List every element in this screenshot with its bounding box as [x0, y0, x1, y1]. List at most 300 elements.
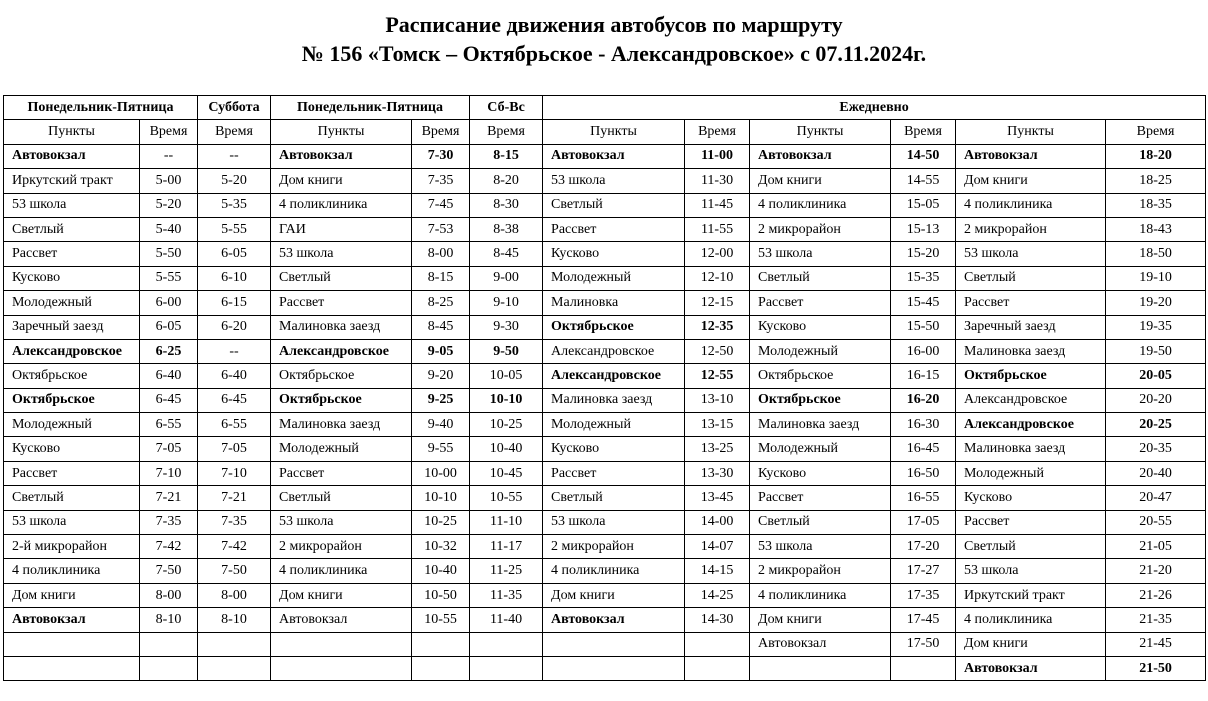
time-cell: 8-10 [198, 608, 271, 632]
stop-cell: Рассвет [543, 461, 685, 485]
time-cell: 14-50 [891, 144, 956, 168]
time-cell: 18-43 [1106, 217, 1206, 241]
stop-cell: Заречный заезд [4, 315, 140, 339]
table-row [4, 608, 1206, 632]
stop-cell: 53 школа [543, 169, 685, 193]
stop-cell: Рассвет [543, 217, 685, 241]
stop-cell: 4 поликлиника [750, 583, 891, 607]
time-cell: 21-50 [1106, 656, 1206, 680]
time-cell: 7-50 [198, 559, 271, 583]
time-cell: 15-20 [891, 242, 956, 266]
time-cell: 9-40 [412, 413, 470, 437]
time-cell: 7-35 [198, 510, 271, 534]
col-header: Пункты [956, 120, 1106, 144]
time-cell: 12-50 [685, 339, 750, 363]
time-cell: 7-53 [412, 217, 470, 241]
stop-cell: Дом книги [750, 169, 891, 193]
schedule-body [4, 96, 1206, 681]
time-cell: 20-35 [1106, 437, 1206, 461]
stop-cell: Малиновка заезд [750, 413, 891, 437]
stop-cell: Молодежный [271, 437, 412, 461]
time-cell: 11-25 [470, 559, 543, 583]
time-cell: 8-38 [470, 217, 543, 241]
stop-cell: Светлый [543, 193, 685, 217]
time-cell: 5-35 [198, 193, 271, 217]
time-cell: 11-17 [470, 535, 543, 559]
time-cell: 17-20 [891, 535, 956, 559]
time-cell: 10-55 [412, 608, 470, 632]
stop-cell: 4 поликлиника [271, 193, 412, 217]
time-cell: -- [198, 144, 271, 168]
time-cell: 7-05 [198, 437, 271, 461]
time-cell: 18-20 [1106, 144, 1206, 168]
time-cell: 20-47 [1106, 486, 1206, 510]
time-cell: 21-20 [1106, 559, 1206, 583]
stop-cell: Малиновка заезд [956, 437, 1106, 461]
time-cell: 5-55 [198, 217, 271, 241]
stop-cell [750, 656, 891, 680]
time-cell: 9-00 [470, 266, 543, 290]
col-header: Время [685, 120, 750, 144]
time-cell: 7-10 [198, 461, 271, 485]
stop-cell: Автовокзал [271, 144, 412, 168]
time-cell: 8-20 [470, 169, 543, 193]
col-header: Время [891, 120, 956, 144]
time-cell: 6-00 [140, 291, 198, 315]
time-cell: 8-45 [412, 315, 470, 339]
stop-cell: Рассвет [750, 291, 891, 315]
time-cell: 11-45 [685, 193, 750, 217]
stop-cell: 4 поликлиника [956, 608, 1106, 632]
time-cell: 9-25 [412, 388, 470, 412]
time-cell: 13-30 [685, 461, 750, 485]
time-cell: 21-05 [1106, 535, 1206, 559]
stop-cell: 4 поликлиника [750, 193, 891, 217]
group-daily: Ежедневно [543, 96, 1206, 120]
time-cell: 9-30 [470, 315, 543, 339]
table-row [4, 144, 1206, 168]
stop-cell: Малиновка [543, 291, 685, 315]
group-weekdays-1: Понедельник-Пятница [4, 96, 198, 120]
stop-cell: Автовокзал [4, 608, 140, 632]
stop-cell: Рассвет [271, 291, 412, 315]
time-cell: 7-05 [140, 437, 198, 461]
time-cell: 16-55 [891, 486, 956, 510]
stop-cell [271, 632, 412, 656]
stop-cell: Светлый [4, 217, 140, 241]
stop-cell: 2 микрорайон [750, 559, 891, 583]
stop-cell: Кусково [543, 242, 685, 266]
time-cell: 10-25 [470, 413, 543, 437]
column-header-row [4, 120, 1206, 144]
time-cell: 6-10 [198, 266, 271, 290]
time-cell: 11-55 [685, 217, 750, 241]
stop-cell: Рассвет [956, 510, 1106, 534]
time-cell: 21-45 [1106, 632, 1206, 656]
time-cell: 6-20 [198, 315, 271, 339]
time-cell: 5-50 [140, 242, 198, 266]
stop-cell: Дом книги [543, 583, 685, 607]
col-header: Время [140, 120, 198, 144]
time-cell: 17-05 [891, 510, 956, 534]
time-cell: 5-40 [140, 217, 198, 241]
table-row [4, 266, 1206, 290]
stop-cell: Александровское [956, 413, 1106, 437]
time-cell: 6-05 [198, 242, 271, 266]
table-row [4, 169, 1206, 193]
stop-cell: Октябрьское [543, 315, 685, 339]
time-cell: 21-26 [1106, 583, 1206, 607]
title-line-1: Расписание движения автобусов по маршруту [385, 12, 843, 37]
table-row [4, 535, 1206, 559]
time-cell: 10-00 [412, 461, 470, 485]
stop-cell: Малиновка заезд [271, 315, 412, 339]
title-line-2: № 156 «Томск – Октябрьское - Александровское» с 07.11.2024г. [301, 41, 927, 66]
stop-cell: 53 школа [4, 510, 140, 534]
time-cell: 8-00 [412, 242, 470, 266]
stop-cell: 4 поликлиника [271, 559, 412, 583]
time-cell: 14-25 [685, 583, 750, 607]
time-cell: 8-00 [140, 583, 198, 607]
stop-cell: Рассвет [271, 461, 412, 485]
stop-cell: Александровское [543, 364, 685, 388]
time-cell [891, 656, 956, 680]
stop-cell: ГАИ [271, 217, 412, 241]
stop-cell: Светлый [543, 486, 685, 510]
time-cell: 10-45 [470, 461, 543, 485]
time-cell: 13-15 [685, 413, 750, 437]
time-cell: 7-50 [140, 559, 198, 583]
stop-cell: Рассвет [4, 461, 140, 485]
time-cell: 21-35 [1106, 608, 1206, 632]
table-row [4, 583, 1206, 607]
time-cell: 6-45 [140, 388, 198, 412]
stop-cell: Октябрьское [750, 388, 891, 412]
stop-cell: 53 школа [956, 242, 1106, 266]
table-row [4, 388, 1206, 412]
time-cell: 11-40 [470, 608, 543, 632]
stop-cell: 2 микрорайон [956, 217, 1106, 241]
time-cell: 5-55 [140, 266, 198, 290]
time-cell: 10-05 [470, 364, 543, 388]
stop-cell: Октябрьское [4, 364, 140, 388]
stop-cell: Дом книги [956, 632, 1106, 656]
time-cell: 13-10 [685, 388, 750, 412]
time-cell: 16-00 [891, 339, 956, 363]
stop-cell: 4 поликлиника [4, 559, 140, 583]
time-cell: 12-00 [685, 242, 750, 266]
stop-cell: Кусково [750, 461, 891, 485]
time-cell: 10-55 [470, 486, 543, 510]
stop-cell: Малиновка заезд [271, 413, 412, 437]
time-cell: 9-05 [412, 339, 470, 363]
time-cell: 8-25 [412, 291, 470, 315]
stop-cell [543, 656, 685, 680]
time-cell: 17-27 [891, 559, 956, 583]
stop-cell: Автовокзал [750, 632, 891, 656]
time-cell: 7-42 [140, 535, 198, 559]
time-cell [198, 656, 271, 680]
table-row [4, 461, 1206, 485]
time-cell: 20-40 [1106, 461, 1206, 485]
time-cell: 8-45 [470, 242, 543, 266]
time-cell: 15-50 [891, 315, 956, 339]
time-cell [198, 632, 271, 656]
table-row [4, 217, 1206, 241]
time-cell: 18-25 [1106, 169, 1206, 193]
col-header: Пункты [4, 120, 140, 144]
time-cell: 7-42 [198, 535, 271, 559]
time-cell: 14-30 [685, 608, 750, 632]
time-cell: 10-40 [470, 437, 543, 461]
stop-cell [4, 656, 140, 680]
table-row [4, 656, 1206, 680]
time-cell: 10-25 [412, 510, 470, 534]
stop-cell: Октябрьское [956, 364, 1106, 388]
stop-cell: 2 микрорайон [271, 535, 412, 559]
time-cell: 7-21 [198, 486, 271, 510]
time-cell: 11-10 [470, 510, 543, 534]
col-header: Время [412, 120, 470, 144]
time-cell: 6-45 [198, 388, 271, 412]
stop-cell: Автовокзал [543, 144, 685, 168]
stop-cell: Малиновка заезд [956, 339, 1106, 363]
time-cell: -- [198, 339, 271, 363]
stop-cell: Автовокзал [956, 656, 1106, 680]
time-cell: 10-10 [412, 486, 470, 510]
stop-cell: Дом книги [271, 583, 412, 607]
table-row [4, 510, 1206, 534]
time-cell: 6-55 [198, 413, 271, 437]
stop-cell: Кусково [750, 315, 891, 339]
table-row [4, 364, 1206, 388]
stop-cell: 53 школа [4, 193, 140, 217]
stop-cell: Октябрьское [271, 364, 412, 388]
time-cell: 20-20 [1106, 388, 1206, 412]
time-cell: 12-35 [685, 315, 750, 339]
time-cell: 18-50 [1106, 242, 1206, 266]
time-cell: -- [140, 144, 198, 168]
stop-cell: Автовокзал [543, 608, 685, 632]
time-cell: 19-35 [1106, 315, 1206, 339]
stop-cell: Рассвет [956, 291, 1106, 315]
stop-cell: Октябрьское [4, 388, 140, 412]
stop-cell: Кусково [4, 266, 140, 290]
stop-cell: Молодежный [750, 339, 891, 363]
time-cell [412, 656, 470, 680]
stop-cell: Автовокзал [956, 144, 1106, 168]
time-cell: 15-05 [891, 193, 956, 217]
time-cell: 9-55 [412, 437, 470, 461]
time-cell: 5-20 [198, 169, 271, 193]
time-cell: 16-45 [891, 437, 956, 461]
stop-cell: Молодежный [543, 413, 685, 437]
time-cell: 7-35 [140, 510, 198, 534]
stop-cell: Рассвет [4, 242, 140, 266]
stop-cell: 53 школа [956, 559, 1106, 583]
time-cell: 6-15 [198, 291, 271, 315]
time-cell: 11-35 [470, 583, 543, 607]
table-row [4, 413, 1206, 437]
time-cell: 7-45 [412, 193, 470, 217]
stop-cell: Малиновка заезд [543, 388, 685, 412]
group-weekdays-2: Понедельник-Пятница [271, 96, 470, 120]
stop-cell: 53 школа [543, 510, 685, 534]
table-row [4, 437, 1206, 461]
stop-cell: Автовокзал [271, 608, 412, 632]
stop-cell: Дом книги [750, 608, 891, 632]
table-row [4, 193, 1206, 217]
time-cell: 12-10 [685, 266, 750, 290]
stop-cell: 53 школа [750, 242, 891, 266]
stop-cell: 2 микрорайон [543, 535, 685, 559]
stop-cell: Светлый [750, 510, 891, 534]
stop-cell: Светлый [4, 486, 140, 510]
time-cell [140, 656, 198, 680]
time-cell: 8-30 [470, 193, 543, 217]
time-cell: 8-15 [412, 266, 470, 290]
time-cell: 14-07 [685, 535, 750, 559]
stop-cell: Заречный заезд [956, 315, 1106, 339]
stop-cell: Александровское [956, 388, 1106, 412]
time-cell: 11-30 [685, 169, 750, 193]
stop-cell: Молодежный [4, 291, 140, 315]
time-cell: 8-10 [140, 608, 198, 632]
time-cell: 6-25 [140, 339, 198, 363]
time-cell: 20-05 [1106, 364, 1206, 388]
col-header: Время [470, 120, 543, 144]
time-cell: 15-35 [891, 266, 956, 290]
stop-cell: 53 школа [271, 242, 412, 266]
time-cell: 6-55 [140, 413, 198, 437]
time-cell: 17-45 [891, 608, 956, 632]
time-cell [412, 632, 470, 656]
time-cell: 12-15 [685, 291, 750, 315]
stop-cell: 4 поликлиника [956, 193, 1106, 217]
group-weekend: Сб-Вс [470, 96, 543, 120]
stop-cell [4, 632, 140, 656]
time-cell: 6-40 [198, 364, 271, 388]
stop-cell: 2 микрорайон [750, 217, 891, 241]
page-title [0, 10, 1208, 68]
stop-cell: Александровское [271, 339, 412, 363]
time-cell: 19-10 [1106, 266, 1206, 290]
col-header: Пункты [543, 120, 685, 144]
col-header: Время [1106, 120, 1206, 144]
time-cell: 19-20 [1106, 291, 1206, 315]
time-cell: 15-13 [891, 217, 956, 241]
table-row [4, 486, 1206, 510]
day-group-header-row [4, 96, 1206, 120]
stop-cell: Светлый [956, 535, 1106, 559]
time-cell: 5-00 [140, 169, 198, 193]
time-cell: 5-20 [140, 193, 198, 217]
time-cell: 20-25 [1106, 413, 1206, 437]
stop-cell: Кусково [543, 437, 685, 461]
stop-cell [543, 632, 685, 656]
time-cell: 19-50 [1106, 339, 1206, 363]
time-cell: 16-50 [891, 461, 956, 485]
stop-cell: Иркутский тракт [4, 169, 140, 193]
time-cell: 11-00 [685, 144, 750, 168]
stop-cell: Кусково [956, 486, 1106, 510]
stop-cell: Александровское [4, 339, 140, 363]
stop-cell: Октябрьское [750, 364, 891, 388]
time-cell: 13-45 [685, 486, 750, 510]
time-cell [685, 632, 750, 656]
time-cell: 8-15 [470, 144, 543, 168]
stop-cell: Дом книги [271, 169, 412, 193]
stop-cell: Рассвет [750, 486, 891, 510]
col-header: Время [198, 120, 271, 144]
time-cell: 9-20 [412, 364, 470, 388]
stop-cell: Автовокзал [4, 144, 140, 168]
time-cell: 9-50 [470, 339, 543, 363]
time-cell [470, 632, 543, 656]
time-cell: 10-10 [470, 388, 543, 412]
stop-cell: 53 школа [750, 535, 891, 559]
stop-cell: Светлый [956, 266, 1106, 290]
stop-cell: Светлый [271, 266, 412, 290]
stop-cell: Молодежный [956, 461, 1106, 485]
stop-cell: Молодежный [543, 266, 685, 290]
stop-cell: 4 поликлиника [543, 559, 685, 583]
time-cell: 17-50 [891, 632, 956, 656]
stop-cell: 2-й микрорайон [4, 535, 140, 559]
time-cell: 12-55 [685, 364, 750, 388]
time-cell: 7-30 [412, 144, 470, 168]
time-cell: 6-40 [140, 364, 198, 388]
time-cell: 16-15 [891, 364, 956, 388]
time-cell: 20-55 [1106, 510, 1206, 534]
stop-cell: Кусково [4, 437, 140, 461]
time-cell: 10-32 [412, 535, 470, 559]
table-row [4, 339, 1206, 363]
stop-cell: Светлый [750, 266, 891, 290]
time-cell [140, 632, 198, 656]
stop-cell [271, 656, 412, 680]
stop-cell: Иркутский тракт [956, 583, 1106, 607]
group-saturday: Суббота [198, 96, 271, 120]
time-cell: 6-05 [140, 315, 198, 339]
time-cell: 16-20 [891, 388, 956, 412]
time-cell [470, 656, 543, 680]
time-cell: 14-15 [685, 559, 750, 583]
time-cell: 17-35 [891, 583, 956, 607]
time-cell: 9-10 [470, 291, 543, 315]
time-cell: 14-00 [685, 510, 750, 534]
time-cell: 7-35 [412, 169, 470, 193]
time-cell: 16-30 [891, 413, 956, 437]
time-cell: 10-50 [412, 583, 470, 607]
col-header: Пункты [750, 120, 891, 144]
stop-cell: Дом книги [4, 583, 140, 607]
stop-cell: Октябрьское [271, 388, 412, 412]
stop-cell: Дом книги [956, 169, 1106, 193]
table-row [4, 559, 1206, 583]
table-row [4, 242, 1206, 266]
time-cell: 15-45 [891, 291, 956, 315]
col-header: Пункты [271, 120, 412, 144]
schedule-table [3, 95, 1206, 681]
time-cell: 10-40 [412, 559, 470, 583]
time-cell: 8-00 [198, 583, 271, 607]
stop-cell: Александровское [543, 339, 685, 363]
time-cell: 7-21 [140, 486, 198, 510]
stop-cell: Автовокзал [750, 144, 891, 168]
table-row [4, 632, 1206, 656]
stop-cell: 53 школа [271, 510, 412, 534]
